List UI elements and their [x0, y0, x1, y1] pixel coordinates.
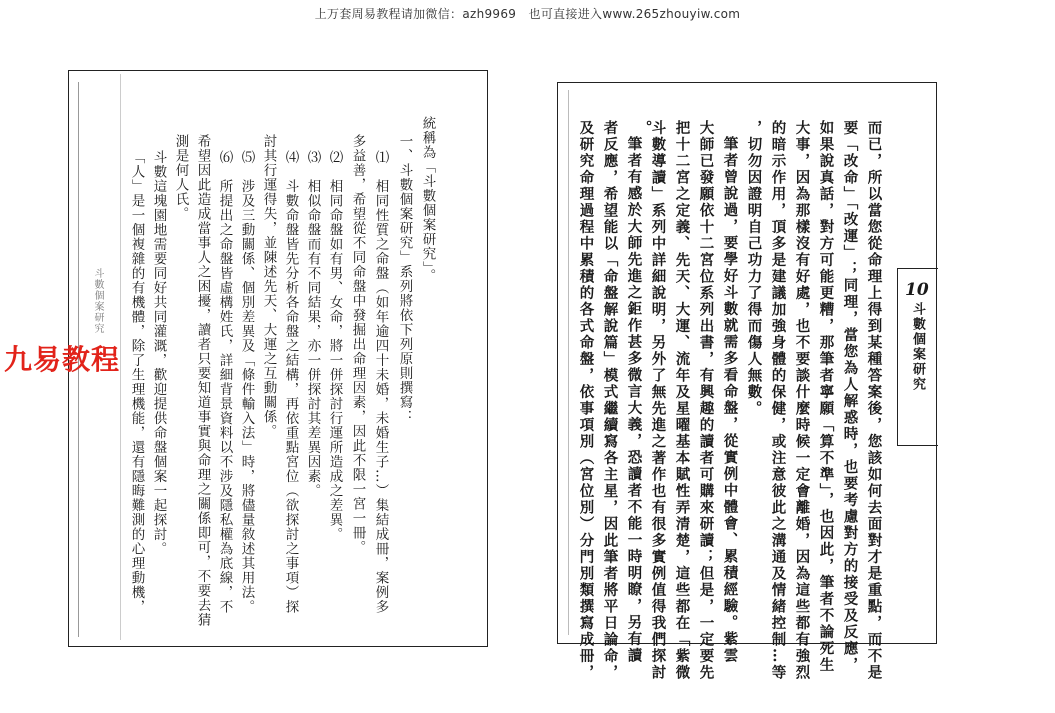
left-col-12: 測是何人氏。	[172, 134, 189, 221]
left-col-11: 希望因此造成當事人之困擾，讀者只要知道事實與命理之關係即可，不要去猜	[194, 134, 211, 627]
right-col-4: 大事，因為那樣沒有好處，也不要談什麼時候一定會離婚，因為這些都有強烈	[793, 120, 811, 681]
right-col-1: 而已，所以當您從命理上得到某種答案後，您該如何去面對才是重點，而不是	[865, 120, 883, 681]
left-col-3: ⑴ 相同性質之命盤（如年逾四十未婚，未婚生子…）集結成冊，案例多	[372, 150, 389, 614]
right-col-8: 大師已發願依十二宮位系列出書，有興趣的讀者可購來研讀；但是，一定要先	[697, 120, 715, 681]
left-col-1: 統稱為「斗數個案研究」。	[419, 116, 436, 284]
page-number: 10	[905, 280, 929, 300]
left-running-title: 斗數個案研究	[92, 268, 103, 334]
header-banner: 上万套周易教程请加微信：azh9969 也可直接进入www.265zhouyiw.com	[314, 7, 741, 21]
right-col-11: 。	[635, 120, 653, 137]
right-col-2: 要「改命」「改運」；同理，當您為人解惑時，也要考慮對方的接受及反應，	[841, 120, 859, 674]
right-col-9: 把十二宮之定義、先天、大運、流年及星曜基本賦性弄清楚，這些都在「紫微	[673, 120, 691, 681]
left-col-4: 多益善，希望從不同命盤中發掘出命理因素，因此不限一宮一冊。	[349, 134, 366, 555]
left-col-10: ⑹ 所提出之命盤皆虛構姓氏，詳細背景資料以不涉及隱私權為底線，不	[216, 150, 233, 614]
right-running-title: 斗數個案研究	[910, 302, 925, 392]
watermark-logo: 九易教程	[4, 343, 121, 376]
right-col-12: 筆者有感於大師先進之鉅作甚多微言大義，恐讀者不能一時明瞭，另有讀	[625, 136, 643, 664]
right-col-7: 筆者曾說過，要學好斗數就需多看命盤，從實例中體會、累積經驗。紫雲	[721, 136, 739, 664]
left-page-gutter	[120, 74, 121, 640]
right-col-14: 及研究命理過程中累積的各式命盤，依事項別（宮位別）分門別類撰寫成冊，	[577, 120, 595, 681]
right-col-3: 如果說真話，對方可能更糟，那筆者寧願「算不準」，也因此，筆者不論死生	[817, 120, 835, 674]
right-col-5: 的暗示作用，頂多是建議加強身體的保健，或注意彼此之溝通及情緒控制…等	[769, 120, 787, 681]
left-col-2: 一、斗數個案研究」系列將依下列原則撰寫：	[396, 134, 413, 424]
right-col-6: ，切勿因證明自己功力了得而傷人無數。	[745, 120, 763, 417]
right-col-13: 者反應，希望能以「命盤解說篇」模式繼續寫各主星，因此筆者將平日論命，	[601, 120, 619, 681]
right-page-gutter	[568, 90, 569, 635]
left-col-5: ⑵ 相同命盤如有男、女命，將一併探討行運所造成之差異。	[326, 150, 343, 542]
left-col-8: 討其行運得失，並陳述先天、大運之互動關係。	[260, 134, 277, 439]
left-col-7: ⑷ 斗數命盤皆先分析各命盤之結構，再依重點宮位（欲探討之事項）探	[282, 150, 299, 614]
right-col-10: 斗數導讀」系列中詳細說明，另外了無先進之著作也有很多實例值得我們探討	[649, 120, 667, 681]
left-col-14: 「人」是一個複雜的有機體，除了生理機能，還有隱晦難測的心理動機，	[128, 150, 145, 614]
left-col-9: ⑸ 涉及三動關係、個別差異及「條件輸入法」時，將儘量敘述其用法。	[238, 150, 255, 614]
left-col-13: 斗數這塊園地需要同好共同灌溉，歡迎提供命盤個案一起探討。	[150, 150, 167, 556]
left-col-6: ⑶ 相似命盤而有不同結果，亦一併探討其差異因素。	[304, 150, 321, 498]
